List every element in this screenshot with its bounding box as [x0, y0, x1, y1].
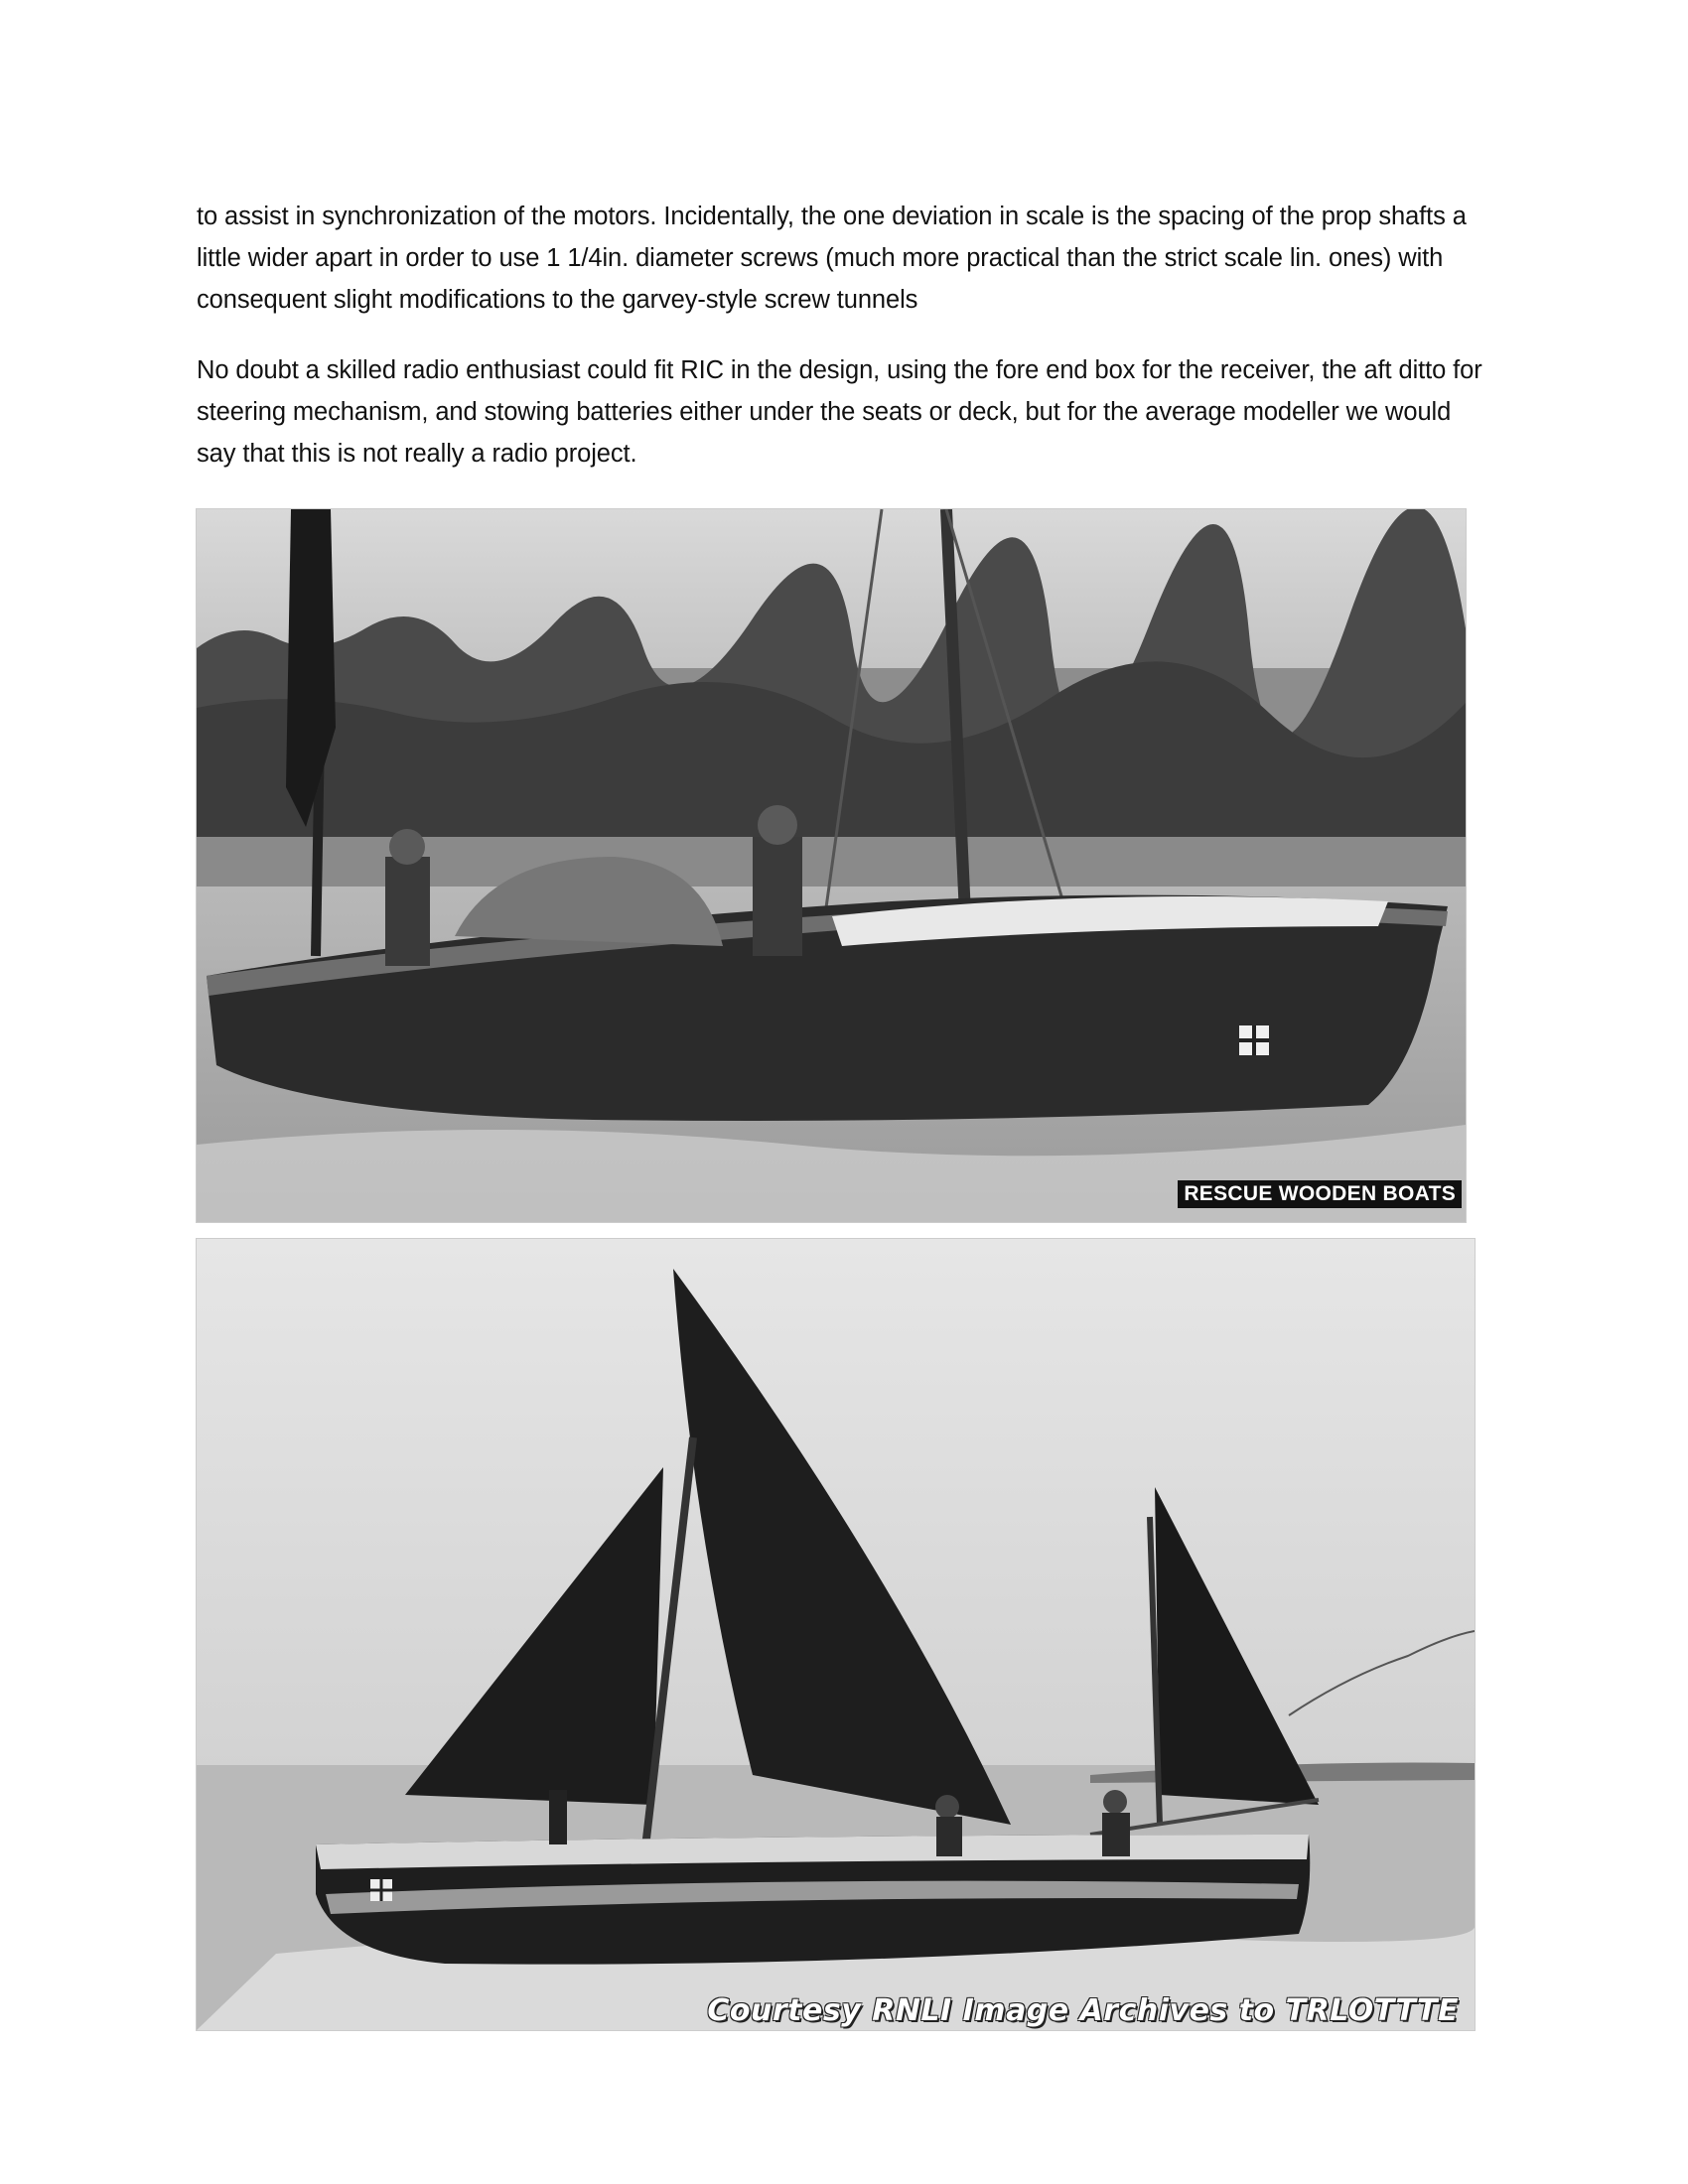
lifeboat-under-power-photo: [197, 509, 1466, 1222]
body-paragraph-1: to assist in synchronization of the motors. Incidentally, the one deviation in scale is the spacing of the prop shafts a little wider apart in order to use 1 1/4in. diameter screws (much more practical than the strict scale lin. ones) with consequent slight modifications to the garvey-style screw tunnels: [197, 203, 1467, 314]
photo-caption-rnli-archives: Courtesy RNLI Image Archives to TRLOTTTE: [707, 1993, 1459, 2028]
photo-caption-rescue-wooden-boats: RESCUE WOODEN BOATS: [1178, 1180, 1462, 1208]
lifeboat-under-sail-photo: [197, 1239, 1475, 2030]
body-paragraph-2: No doubt a skilled radio enthusiast could fit RIC in the design, using the fore end box for the receiver, the aft ditto for steering mechanism, and stowing batteries either under the seats or deck, but for the average modeller we would say that this is not really a radio project.: [197, 356, 1482, 468]
